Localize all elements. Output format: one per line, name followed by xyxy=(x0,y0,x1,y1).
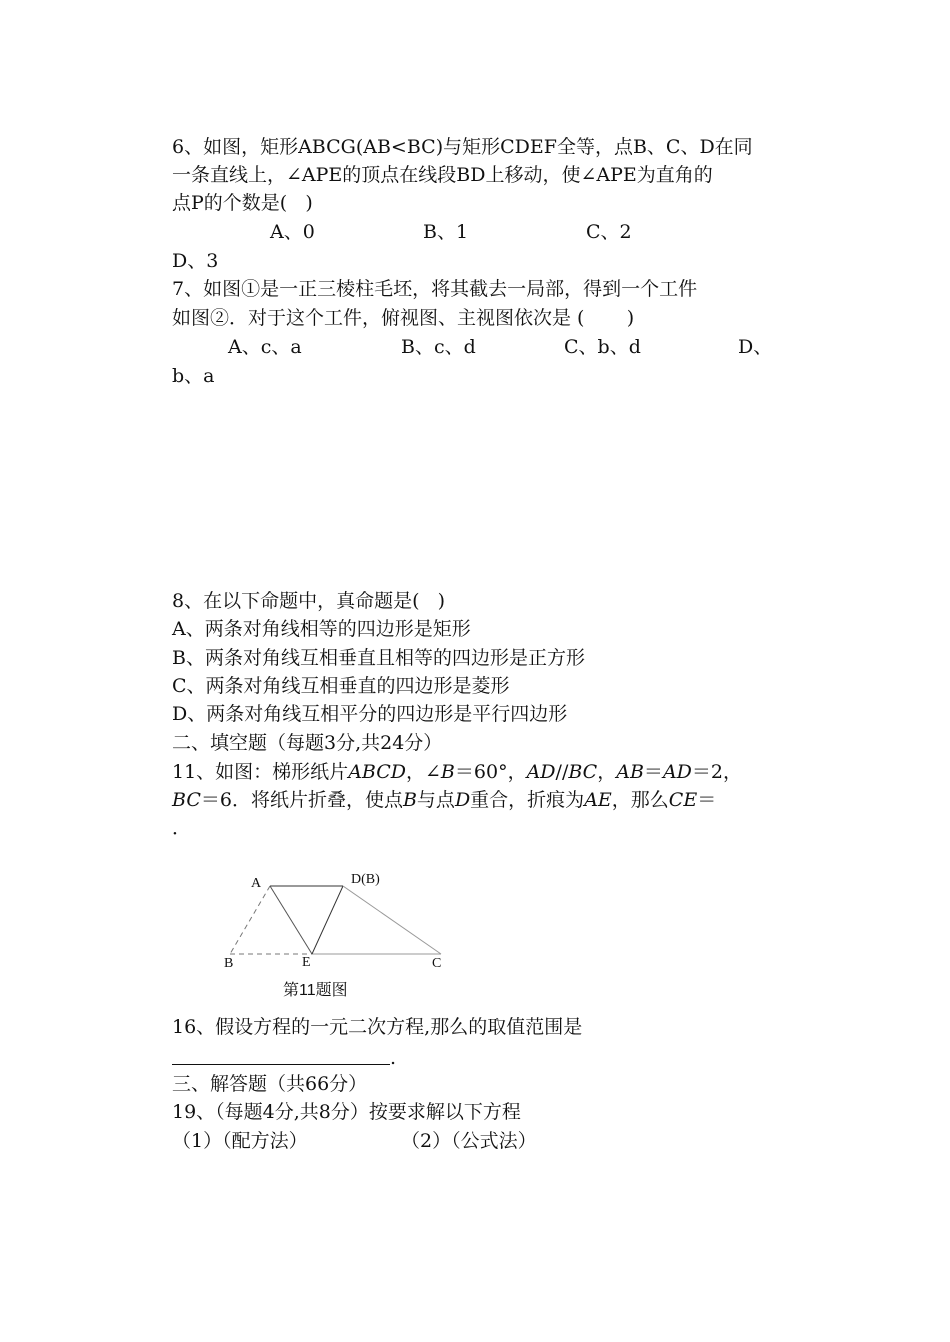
q11-text: ， xyxy=(597,761,617,783)
q6-option-d: D、3 xyxy=(172,250,219,272)
q7-option-d-cont: b、a xyxy=(172,365,215,387)
q8-option-b: B、两条对角线互相垂直且相等的四边形是正方形 xyxy=(172,647,585,669)
q6-option-a: A、0 xyxy=(270,221,315,243)
segment-de xyxy=(312,886,343,954)
q8-option-a: A、两条对角线相等的四边形是矩形 xyxy=(172,618,471,640)
q11-text: ＝ xyxy=(643,761,663,783)
segment-ab-dashed xyxy=(230,886,270,954)
q11-var-b2: B xyxy=(402,789,417,811)
q7-option-c: C、b、d xyxy=(564,336,641,358)
figure-label-a: A xyxy=(251,876,262,891)
q11-var-abcd: ABCD xyxy=(348,761,406,783)
q19-part-1: （1）（配方法） xyxy=(172,1130,308,1152)
figure-label-e: E xyxy=(302,955,311,970)
figure-label-c: C xyxy=(432,956,442,971)
q11-text: ＝ xyxy=(697,789,717,811)
q6-line-3: 点P的个数是( ) xyxy=(172,192,313,214)
q7-option-a: A、c、a xyxy=(228,336,302,358)
q16-end: . xyxy=(390,1047,397,1069)
section-3-heading: 三、解答题（共66分） xyxy=(172,1073,368,1095)
segment-dc xyxy=(343,886,441,954)
q11-text: ＝6．将纸片折叠，使点 xyxy=(200,789,403,811)
q11-line-2 xyxy=(172,786,716,814)
q11-var-d: D xyxy=(454,789,471,811)
q11-var-ab: AB xyxy=(616,761,644,783)
q11-var-ad: AD xyxy=(526,761,556,783)
figure-label-db: D(B) xyxy=(351,872,380,887)
q11-text: // xyxy=(555,761,569,783)
q11-line-3: ． xyxy=(172,817,192,839)
q8-option-d: D、两条对角线互相平分的四边形是平行四边形 xyxy=(172,703,568,725)
q7-line-1: 7、如图①是一正三棱柱毛坯，将其截去一局部，得到一个工件 xyxy=(172,278,698,300)
q19-stem: 19、（每题4分,共8分）按要求解以下方程 xyxy=(172,1101,521,1123)
segment-ae xyxy=(270,886,312,954)
q11-text: 与点 xyxy=(416,789,455,811)
q6-line-2: 一条直线上，∠APE的顶点在线段BD上移动，使∠APE为直角的 xyxy=(172,164,713,186)
q16-line: 16、假设方程的一元二次方程,那么的取值范围是 xyxy=(172,1016,583,1038)
q7-line-2: 如图②．对于这个工件，俯视图、主视图依次是 ( ) xyxy=(172,307,635,329)
q11-text: 重合，折痕为 xyxy=(470,789,585,811)
q7-option-d: D、 xyxy=(738,336,773,358)
q11-text: 11、如图：梯形纸片 xyxy=(172,761,349,783)
q11-line-1 xyxy=(172,758,742,786)
q7-option-b: B、c、d xyxy=(401,336,476,358)
q11-text: ，∠ xyxy=(406,761,441,783)
figure-label-b: B xyxy=(224,956,234,971)
q11-var-b: B xyxy=(440,761,455,783)
q11-var-ad2: AD xyxy=(662,761,692,783)
q6-option-c: C、2 xyxy=(586,221,632,243)
q11-var-bc: BC xyxy=(568,761,598,783)
q11-var-ae: AE xyxy=(584,789,612,811)
q11-var-ce: CE xyxy=(668,789,698,811)
q11-var-bc2: BC xyxy=(172,789,201,811)
q11-text: ＝60°， xyxy=(454,761,527,783)
q11-text: ，那么 xyxy=(611,789,669,811)
figure-caption: 第11题图 xyxy=(283,982,348,999)
q6-line-1: 6、如图，矩形ABCG(AB<BC)与矩形CDEF全等，点B、C、D在同 xyxy=(172,136,753,158)
q8-stem: 8、在以下命题中，真命题是( ) xyxy=(172,590,446,612)
q16-answer-blank xyxy=(172,1064,390,1065)
q11-text: ＝2， xyxy=(691,761,742,783)
q8-option-c: C、两条对角线互相垂直的四边形是菱形 xyxy=(172,675,510,697)
q6-option-b: B、1 xyxy=(423,221,469,243)
q19-part-2: （2）（公式法） xyxy=(401,1130,537,1152)
section-2-heading: 二、填空题（每题3分,共24分） xyxy=(172,732,443,754)
